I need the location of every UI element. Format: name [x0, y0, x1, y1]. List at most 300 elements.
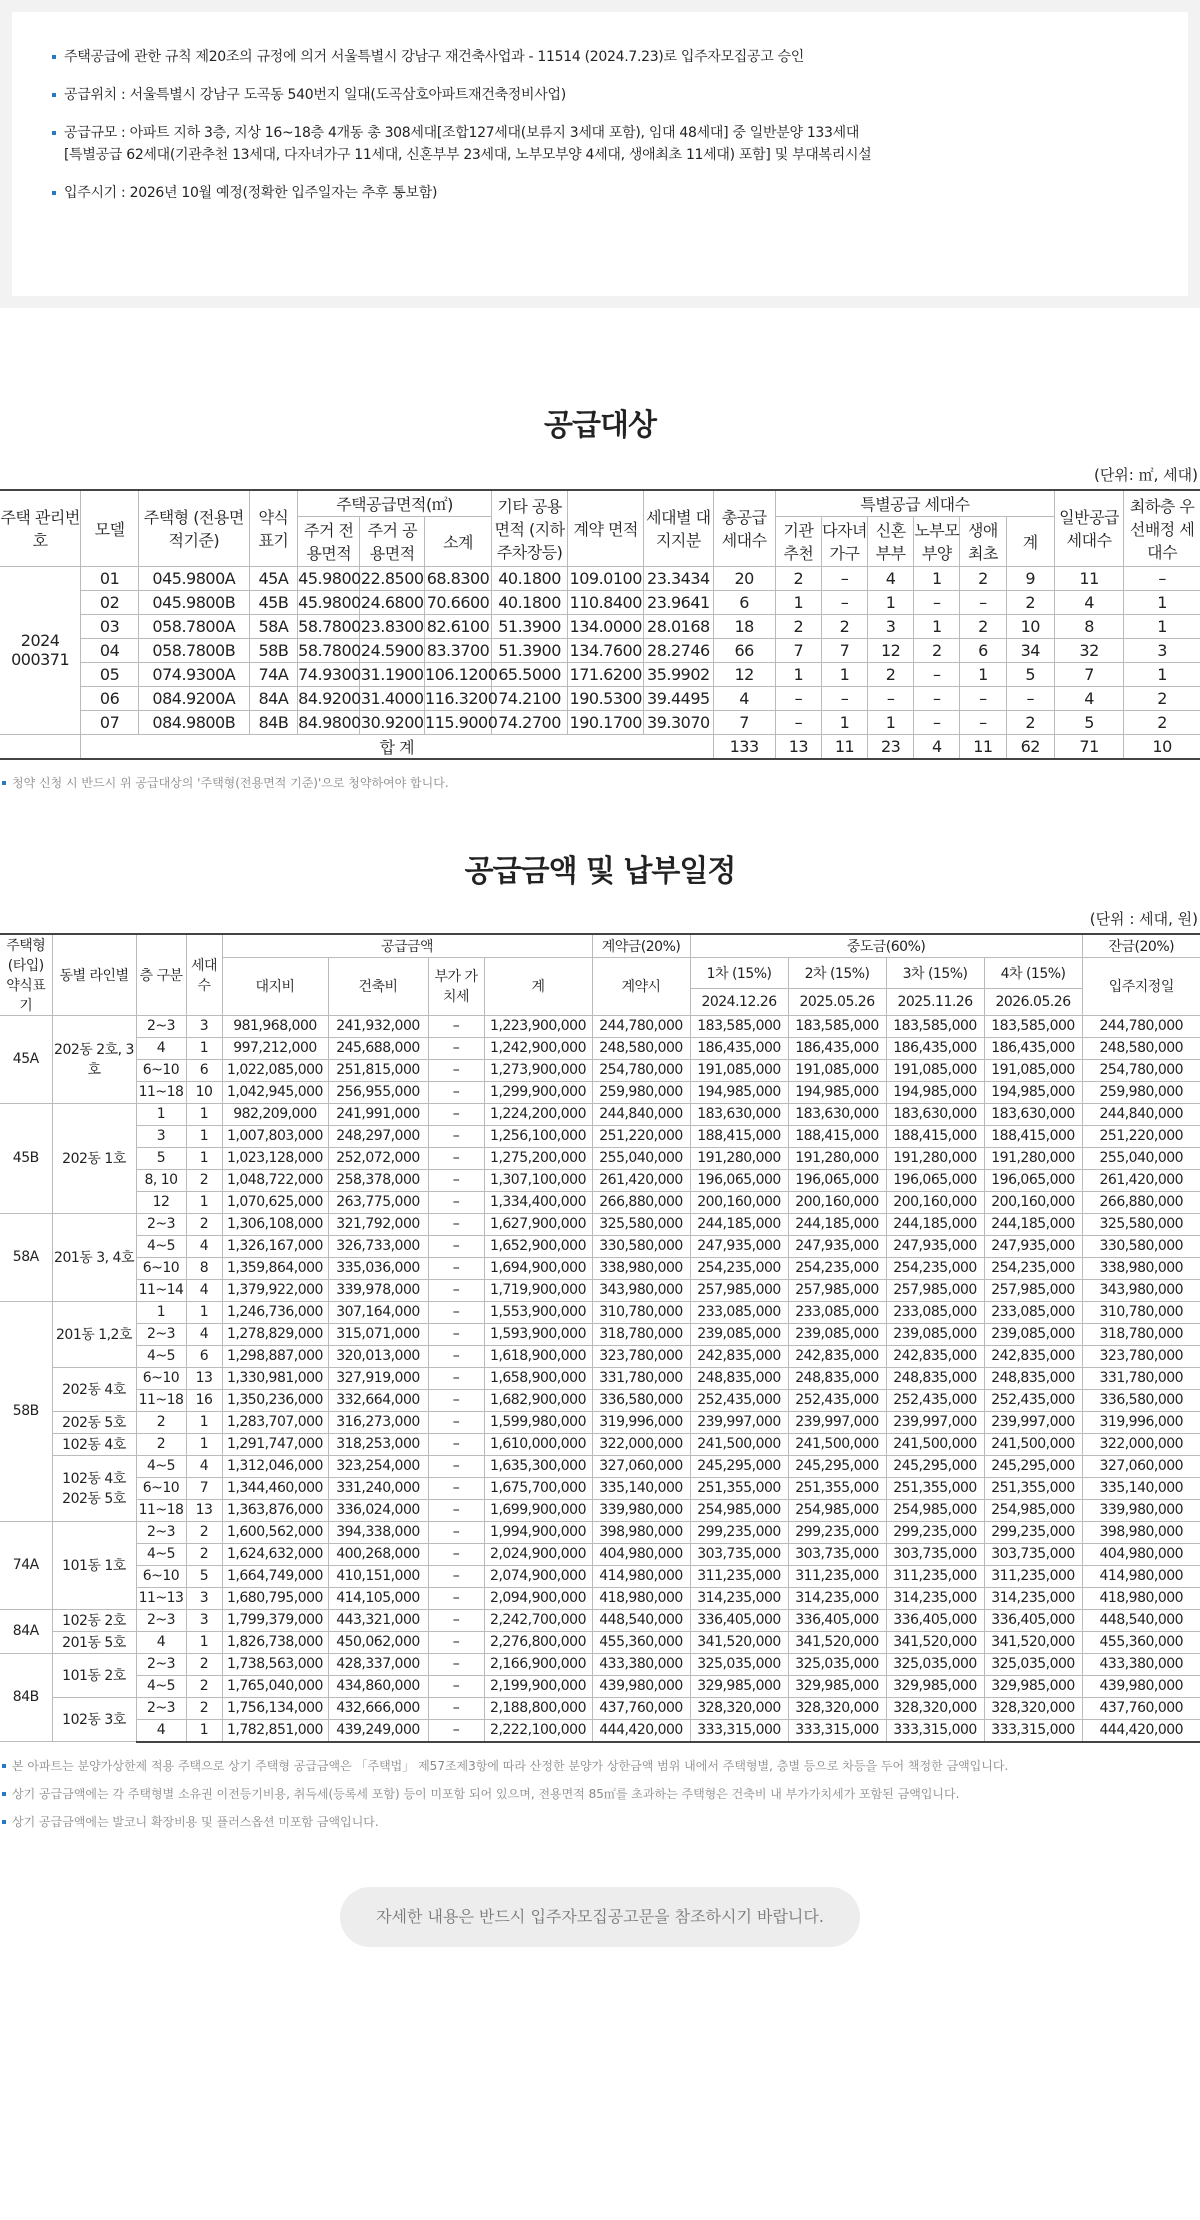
supply-cell: 40.1800 [492, 566, 568, 590]
price-note-3: 상기 공급금액에는 발코니 확장비용 및 플러스옵션 미포함 금액입니다. [0, 1813, 1200, 1831]
supply-cell: 58B [249, 638, 297, 662]
price-cell: 252,435,000 [788, 1389, 886, 1411]
price-cell: 244,185,000 [788, 1213, 886, 1235]
price-cell: 1,223,900,000 [484, 1015, 592, 1037]
price-cell: 266,880,000 [1082, 1191, 1200, 1213]
supply-cell: 12 [713, 662, 775, 686]
price-cell: 444,420,000 [592, 1719, 690, 1742]
price-cell: 4 [186, 1235, 222, 1257]
price-cell: 247,935,000 [690, 1235, 788, 1257]
price-cell: 1 [186, 1147, 222, 1169]
price-cell: 1,299,900,000 [484, 1081, 592, 1103]
price-cell: 254,235,000 [690, 1257, 788, 1279]
price-cell: 404,980,000 [1082, 1543, 1200, 1565]
supply-cell: 18 [713, 614, 775, 638]
price-cell: 258,378,000 [328, 1169, 428, 1191]
type-cell: 84A [0, 1609, 52, 1653]
price-cell: 1 [186, 1433, 222, 1455]
price-cell: 327,060,000 [1082, 1455, 1200, 1477]
price-cell: 1,312,046,000 [222, 1455, 328, 1477]
mgmt-number-cell: 2024 000371 [0, 566, 81, 734]
price-cell: 450,062,000 [328, 1631, 428, 1653]
line-cell: 201동 3, 4호 [52, 1213, 136, 1301]
supply-cell: 109.0100 [568, 566, 644, 590]
price-cell: 1,070,625,000 [222, 1191, 328, 1213]
price-cell: 336,405,000 [690, 1609, 788, 1631]
price-cell: 4~5 [136, 1345, 186, 1367]
th-d4: 2026.05.26 [984, 988, 1082, 1015]
price-cell: 2 [186, 1697, 222, 1719]
price-cell: 242,835,000 [690, 1345, 788, 1367]
price-cell: 327,919,000 [328, 1367, 428, 1389]
info-scale [48, 122, 1152, 166]
price-cell: – [428, 1587, 484, 1609]
price-cell: 248,835,000 [984, 1367, 1082, 1389]
price-cell: – [428, 1301, 484, 1323]
price-cell: 191,280,000 [788, 1147, 886, 1169]
price-cell: 1,298,887,000 [222, 1345, 328, 1367]
price-cell: 299,235,000 [690, 1521, 788, 1543]
price-cell: – [428, 1103, 484, 1125]
info-scale-line1: 공급규모 : 아파트 지하 3층, 지상 16~18층 4개동 총 308세대[조합127세대(보류지 3세대 포함), 임대 48세대] 중 일반분양 133세대 [64, 125, 860, 141]
price-cell: 255,040,000 [1082, 1147, 1200, 1169]
supply-cell: – [914, 662, 960, 686]
price-cell: 244,185,000 [886, 1213, 984, 1235]
price-cell: 2 [186, 1169, 222, 1191]
price-cell: 244,185,000 [690, 1213, 788, 1235]
price-cell: 4~5 [136, 1235, 186, 1257]
price-cell: 333,315,000 [984, 1719, 1082, 1742]
price-cell: 1,610,000,000 [484, 1433, 592, 1455]
price-cell: 323,254,000 [328, 1455, 428, 1477]
price-cell: 245,688,000 [328, 1037, 428, 1059]
price-cell: 242,835,000 [984, 1345, 1082, 1367]
price-cell: 2,242,700,000 [484, 1609, 592, 1631]
price-cell: 323,780,000 [1082, 1345, 1200, 1367]
price-cell: 191,085,000 [886, 1059, 984, 1081]
price-cell: 248,835,000 [788, 1367, 886, 1389]
price-cell: – [428, 1543, 484, 1565]
supply-cell: 1 [868, 710, 914, 734]
price-cell: 13 [186, 1367, 222, 1389]
price-cell: – [428, 1323, 484, 1345]
price-cell: 341,520,000 [788, 1631, 886, 1653]
info-scale-line2: [특별공급 62세대(기관추천 13세대, 다자녀가구 11세대, 신혼부부 23세대, 노부모부양 4세대, 생애최초 11세대) 포함] 및 부대복리시설 [64, 147, 872, 163]
price-cell: 247,935,000 [788, 1235, 886, 1257]
price-cell: 303,735,000 [788, 1543, 886, 1565]
price-cell: 256,955,000 [328, 1081, 428, 1103]
price-cell: 183,585,000 [886, 1015, 984, 1037]
total-cell: 11 [821, 734, 867, 759]
price-cell: 245,295,000 [788, 1455, 886, 1477]
table-row [0, 1015, 1200, 1037]
price-cell: 261,420,000 [1082, 1169, 1200, 1191]
table-row [0, 1037, 1200, 1059]
supply-cell: 106.1200 [425, 662, 492, 686]
supply-cell: 20 [713, 566, 775, 590]
price-cell: 248,835,000 [886, 1367, 984, 1389]
th-subtotal: 소계 [425, 516, 492, 566]
price-cell: 318,780,000 [1082, 1323, 1200, 1345]
th-sum: 계 [484, 958, 592, 1016]
price-cell: 1 [186, 1125, 222, 1147]
supply-cell: 1 [914, 566, 960, 590]
price-cell: 4~5 [136, 1455, 186, 1477]
th-vat: 부가 가치세 [428, 958, 484, 1016]
th-middle-group: 중도금(60%) [690, 934, 1082, 958]
supply-cell: 58.7800 [298, 638, 360, 662]
price-cell: 328,320,000 [984, 1697, 1082, 1719]
price-cell: 331,780,000 [1082, 1367, 1200, 1389]
price-cell: 1,680,795,000 [222, 1587, 328, 1609]
price-cell: 341,520,000 [984, 1631, 1082, 1653]
price-cell: 248,580,000 [592, 1037, 690, 1059]
price-cell: – [428, 1719, 484, 1742]
th-building: 건축비 [328, 958, 428, 1016]
price-cell: 339,980,000 [592, 1499, 690, 1521]
price-cell: 336,024,000 [328, 1499, 428, 1521]
price-cell: 343,980,000 [1082, 1279, 1200, 1301]
th-total-supply: 총공급 세대수 [713, 490, 775, 566]
th-m1: 1차 (15%) [690, 958, 788, 989]
supply-cell: 3 [1124, 638, 1200, 662]
price-table [0, 933, 1200, 1743]
price-cell: 1,306,108,000 [222, 1213, 328, 1235]
price-cell: 244,185,000 [984, 1213, 1082, 1235]
price-cell: 241,500,000 [690, 1433, 788, 1455]
supply-cell: 045.9800A [138, 566, 249, 590]
supply-cell: 45.9800 [298, 590, 360, 614]
price-cell: 263,775,000 [328, 1191, 428, 1213]
supply-cell: 058.7800B [138, 638, 249, 662]
price-cell: 244,840,000 [1082, 1103, 1200, 1125]
type-cell: 84B [0, 1653, 52, 1742]
th-special-group: 특별공급 세대수 [775, 490, 1054, 516]
price-cell: 444,420,000 [1082, 1719, 1200, 1742]
line-cell: 202동 5호 [52, 1411, 136, 1433]
price-cell: 239,997,000 [886, 1411, 984, 1433]
price-cell: 1,344,460,000 [222, 1477, 328, 1499]
th-m3: 3차 (15%) [886, 958, 984, 989]
price-cell: – [428, 1147, 484, 1169]
price-cell: 1 [186, 1301, 222, 1323]
price-cell: 329,985,000 [788, 1675, 886, 1697]
supply-cell: – [1124, 566, 1200, 590]
supply-cell: 24.5900 [360, 638, 425, 662]
price-cell: 247,935,000 [886, 1235, 984, 1257]
price-cell: 1,675,700,000 [484, 1477, 592, 1499]
supply-cell: 02 [81, 590, 139, 614]
price-cell: 303,735,000 [690, 1543, 788, 1565]
price-cell: 244,840,000 [592, 1103, 690, 1125]
supply-cell: 84.9200 [298, 686, 360, 710]
price-cell: 997,212,000 [222, 1037, 328, 1059]
price-cell: 323,780,000 [592, 1345, 690, 1367]
price-cell: 1 [136, 1301, 186, 1323]
th-other-common: 기타 공용면적 (지하주차장등) [492, 490, 568, 566]
price-cell: – [428, 1697, 484, 1719]
supply-cell: 39.4495 [644, 686, 713, 710]
th-mgmt-no: 주택 관리번호 [0, 490, 81, 566]
price-cell: 311,235,000 [690, 1565, 788, 1587]
price-cell: 247,935,000 [984, 1235, 1082, 1257]
th-sp-first: 생애 최초 [960, 516, 1006, 566]
price-cell: 6~10 [136, 1367, 186, 1389]
supply-cell: 30.9200 [360, 710, 425, 734]
price-cell: – [428, 1037, 484, 1059]
price-cell: 1,379,922,000 [222, 1279, 328, 1301]
supply-cell: 45B [249, 590, 297, 614]
price-cell: 196,065,000 [690, 1169, 788, 1191]
price-cell: 1,627,900,000 [484, 1213, 592, 1235]
price-cell: 341,520,000 [690, 1631, 788, 1653]
total-cell: 4 [914, 734, 960, 759]
supply-cell: 1 [821, 710, 867, 734]
price-cell: 2~3 [136, 1653, 186, 1675]
price-cell: 257,985,000 [886, 1279, 984, 1301]
price-cell: – [428, 1191, 484, 1213]
table-row [0, 1279, 1200, 1301]
supply-total-row [0, 734, 1200, 759]
supply-cell: 2 [1124, 710, 1200, 734]
supply-cell: 74.2100 [492, 686, 568, 710]
price-cell: 299,235,000 [984, 1521, 1082, 1543]
supply-cell: 23.9641 [644, 590, 713, 614]
price-cell: 248,580,000 [1082, 1037, 1200, 1059]
notice-reference-button[interactable]: 자세한 내용은 반드시 입주자모집공고문을 참조하시기 바랍니다. [340, 1887, 860, 1947]
price-cell: 335,140,000 [592, 1477, 690, 1499]
supply-cell: – [821, 590, 867, 614]
supply-cell: 1 [821, 662, 867, 686]
price-cell: 1,765,040,000 [222, 1675, 328, 1697]
price-cell: 2,024,900,000 [484, 1543, 592, 1565]
supply-cell: 084.9800B [138, 710, 249, 734]
supply-cell: 70.6600 [425, 590, 492, 614]
price-cell: 1,756,134,000 [222, 1697, 328, 1719]
price-cell: – [428, 1521, 484, 1543]
price-cell: 183,630,000 [690, 1103, 788, 1125]
price-cell: 311,235,000 [886, 1565, 984, 1587]
price-cell: 251,355,000 [788, 1477, 886, 1499]
price-cell: – [428, 1675, 484, 1697]
supply-cell: – [775, 710, 821, 734]
price-cell: 233,085,000 [788, 1301, 886, 1323]
type-cell: 74A [0, 1521, 52, 1609]
supply-cell: – [914, 590, 960, 614]
supply-cell: 35.9902 [644, 662, 713, 686]
table-row [0, 1543, 1200, 1565]
price-cell: 191,085,000 [788, 1059, 886, 1081]
price-cell: 404,980,000 [592, 1543, 690, 1565]
price-cell: 5 [186, 1565, 222, 1587]
price-cell: – [428, 1213, 484, 1235]
price-cell: 241,500,000 [788, 1433, 886, 1455]
price-cell: 299,235,000 [788, 1521, 886, 1543]
price-cell: 252,072,000 [328, 1147, 428, 1169]
price-cell: 241,932,000 [328, 1015, 428, 1037]
price-cell: 2 [186, 1653, 222, 1675]
price-cell: 307,164,000 [328, 1301, 428, 1323]
table-row [0, 1081, 1200, 1103]
total-blank-cell [0, 734, 81, 759]
price-cell: 1,007,803,000 [222, 1125, 328, 1147]
price-cell: 5 [136, 1147, 186, 1169]
price-cell: 439,249,000 [328, 1719, 428, 1742]
table-row [0, 1147, 1200, 1169]
price-cell: 339,978,000 [328, 1279, 428, 1301]
price-cell: 336,405,000 [984, 1609, 1082, 1631]
price-cell: 414,980,000 [592, 1565, 690, 1587]
price-cell: 1,635,300,000 [484, 1455, 592, 1477]
price-cell: 239,997,000 [788, 1411, 886, 1433]
price-cell: 183,585,000 [788, 1015, 886, 1037]
price-cell: 2 [136, 1433, 186, 1455]
price-cell: 183,630,000 [788, 1103, 886, 1125]
price-cell: 11~18 [136, 1389, 186, 1411]
price-cell: 328,320,000 [690, 1697, 788, 1719]
table-row [0, 1367, 1200, 1389]
supply-cell: 1 [1124, 614, 1200, 638]
price-cell: 1,246,736,000 [222, 1301, 328, 1323]
price-cell: 239,997,000 [984, 1411, 1082, 1433]
price-cell: 2,094,900,000 [484, 1587, 592, 1609]
price-cell: 432,666,000 [328, 1697, 428, 1719]
table-row [0, 1587, 1200, 1609]
price-cell: 314,235,000 [788, 1587, 886, 1609]
table-row [0, 662, 1200, 686]
price-cell: 8, 10 [136, 1169, 186, 1191]
price-cell: 257,985,000 [984, 1279, 1082, 1301]
line-cell: 102동 2호 [52, 1609, 136, 1631]
type-cell: 45A [0, 1015, 52, 1103]
total-cell: 71 [1054, 734, 1123, 759]
supply-cell: 1 [1124, 662, 1200, 686]
price-cell: 434,860,000 [328, 1675, 428, 1697]
supply-cell: 1 [914, 614, 960, 638]
supply-cell: 171.6200 [568, 662, 644, 686]
price-cell: 2,222,100,000 [484, 1719, 592, 1742]
price-cell: 8 [186, 1257, 222, 1279]
price-cell: 303,735,000 [984, 1543, 1082, 1565]
supply-cell: 7 [713, 710, 775, 734]
price-cell: 1,283,707,000 [222, 1411, 328, 1433]
price-cell: – [428, 1125, 484, 1147]
price-cell: 318,253,000 [328, 1433, 428, 1455]
price-cell: 2,166,900,000 [484, 1653, 592, 1675]
price-cell: 186,435,000 [886, 1037, 984, 1059]
supply-cell: 2 [1124, 686, 1200, 710]
supply-cell: – [821, 686, 867, 710]
price-cell: 311,235,000 [984, 1565, 1082, 1587]
price-cell: 327,060,000 [592, 1455, 690, 1477]
price-cell: 239,085,000 [788, 1323, 886, 1345]
table-row [0, 1191, 1200, 1213]
price-cell: 252,435,000 [886, 1389, 984, 1411]
price-cell: 322,000,000 [1082, 1433, 1200, 1455]
price-cell: 196,065,000 [788, 1169, 886, 1191]
price-cell: 10 [186, 1081, 222, 1103]
price-cell: 254,985,000 [886, 1499, 984, 1521]
table-row [0, 614, 1200, 638]
price-cell: 4~5 [136, 1543, 186, 1565]
price-cell: 1 [186, 1191, 222, 1213]
price-cell: 1,593,900,000 [484, 1323, 592, 1345]
supply-cell: 1 [775, 590, 821, 614]
price-cell: 336,405,000 [788, 1609, 886, 1631]
price-cell: – [428, 1389, 484, 1411]
th-sp-sum: 계 [1006, 516, 1054, 566]
price-cell: 1,048,722,000 [222, 1169, 328, 1191]
price-cell: 4 [136, 1037, 186, 1059]
price-cell: 186,435,000 [788, 1037, 886, 1059]
price-cell: 299,235,000 [886, 1521, 984, 1543]
price-cell: – [428, 1257, 484, 1279]
price-cell: 2~3 [136, 1323, 186, 1345]
price-cell: 310,780,000 [592, 1301, 690, 1323]
price-cell: 439,980,000 [592, 1675, 690, 1697]
price-cell: 448,540,000 [592, 1609, 690, 1631]
price-cell: 2~3 [136, 1609, 186, 1631]
supply-cell: 3 [868, 614, 914, 638]
info-box [12, 12, 1188, 296]
supply-cell: 7 [1054, 662, 1123, 686]
price-cell: 333,315,000 [788, 1719, 886, 1742]
price-cell: 335,036,000 [328, 1257, 428, 1279]
th-contract-area: 계약 면적 [568, 490, 644, 566]
info-panel [0, 0, 1200, 308]
info-location: 공급위치 : 서울특별시 강남구 도곡동 540번지 일대(도곡삼호아파트재건축정비사업) [48, 84, 1152, 106]
supply-cell: 4 [713, 686, 775, 710]
price-section-title: 공급금액 및 납부일정 [464, 853, 736, 889]
supply-cell: 74.9300 [298, 662, 360, 686]
supply-cell: 58A [249, 614, 297, 638]
price-cell: 254,235,000 [886, 1257, 984, 1279]
supply-cell: 06 [81, 686, 139, 710]
price-cell: 254,780,000 [1082, 1059, 1200, 1081]
price-cell: 325,035,000 [984, 1653, 1082, 1675]
price-cell: 2 [186, 1213, 222, 1235]
supply-cell: 58.7800 [298, 614, 360, 638]
price-cell: – [428, 1499, 484, 1521]
price-cell: 11~13 [136, 1587, 186, 1609]
table-row [0, 1521, 1200, 1543]
line-cell: 202동 2호, 3호 [52, 1015, 136, 1103]
price-cell: 4 [186, 1323, 222, 1345]
price-cell: 1 [186, 1411, 222, 1433]
price-cell: 319,996,000 [1082, 1411, 1200, 1433]
price-cell: 259,980,000 [1082, 1081, 1200, 1103]
price-cell: 2 [186, 1521, 222, 1543]
supply-cell: 9 [1006, 566, 1054, 590]
price-cell: 455,360,000 [592, 1631, 690, 1653]
line-cell: 101동 2호 [52, 1653, 136, 1697]
table-row [0, 710, 1200, 734]
price-cell: 191,280,000 [690, 1147, 788, 1169]
supply-cell: 83.3700 [425, 638, 492, 662]
price-cell: 188,415,000 [788, 1125, 886, 1147]
supply-cell: 190.1700 [568, 710, 644, 734]
price-cell: 336,580,000 [592, 1389, 690, 1411]
th-price-floor: 층 구분 [136, 934, 186, 1016]
price-cell: 1,599,980,000 [484, 1411, 592, 1433]
price-cell: 194,985,000 [788, 1081, 886, 1103]
th-common: 주거 공용면적 [360, 516, 425, 566]
price-cell: 326,733,000 [328, 1235, 428, 1257]
price-cell: – [428, 1081, 484, 1103]
supply-cell: 2 [960, 614, 1006, 638]
price-cell: 251,815,000 [328, 1059, 428, 1081]
table-row [0, 1235, 1200, 1257]
